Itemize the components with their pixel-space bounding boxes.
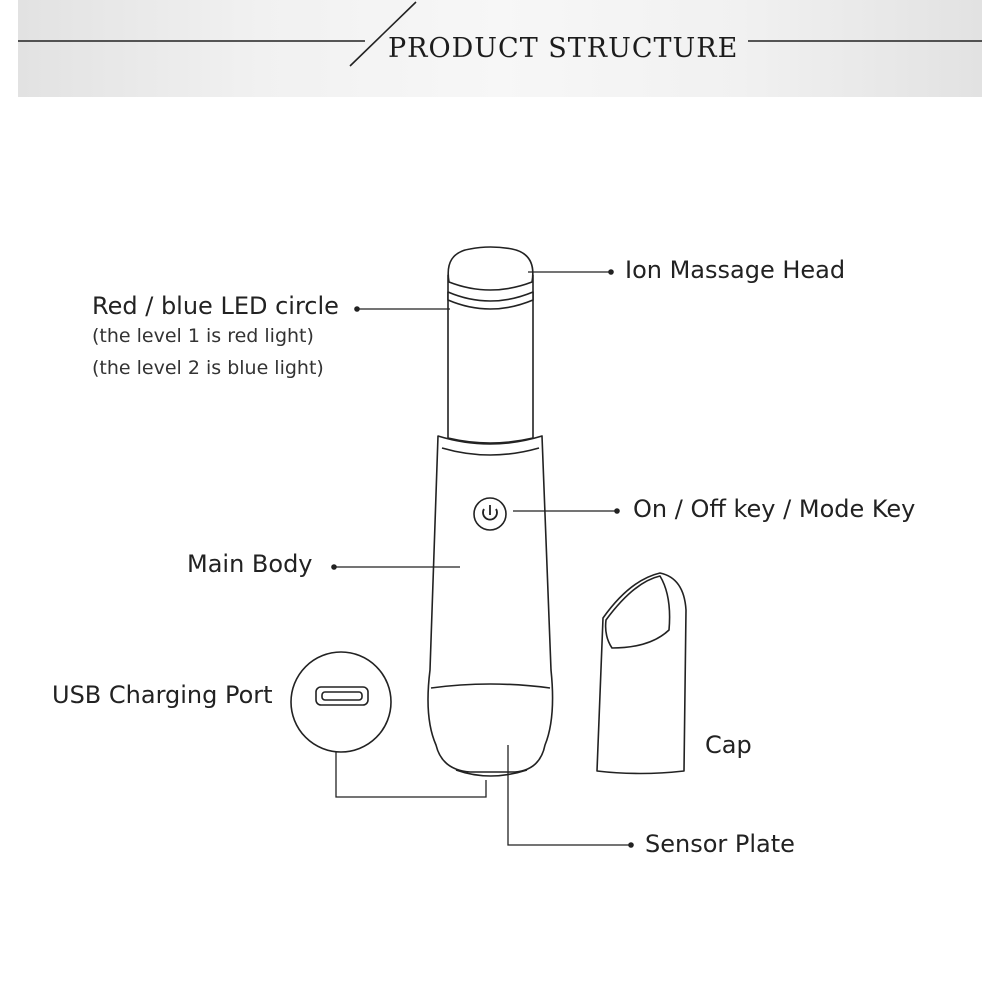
usb-port-detail bbox=[291, 652, 391, 752]
label-led-level-1: (the level 1 is red light) bbox=[92, 325, 314, 347]
label-cap: Cap bbox=[705, 731, 752, 759]
page-title: PRODUCT STRUCTURE bbox=[388, 33, 739, 64]
main-body bbox=[428, 436, 553, 772]
label-ion-massage-head: Ion Massage Head bbox=[625, 256, 846, 284]
massage-head bbox=[448, 247, 533, 290]
label-usb-port: USB Charging Port bbox=[52, 681, 273, 709]
label-led-circle: Red / blue LED circle bbox=[92, 292, 339, 320]
header-rules bbox=[18, 2, 982, 66]
label-on-off-key: On / Off key / Mode Key bbox=[633, 495, 916, 523]
cap-illustration bbox=[597, 573, 686, 774]
label-led-level-2: (the level 2 is blue light) bbox=[92, 357, 324, 379]
label-sensor-plate: Sensor Plate bbox=[645, 830, 795, 858]
label-main-body: Main Body bbox=[187, 550, 313, 578]
